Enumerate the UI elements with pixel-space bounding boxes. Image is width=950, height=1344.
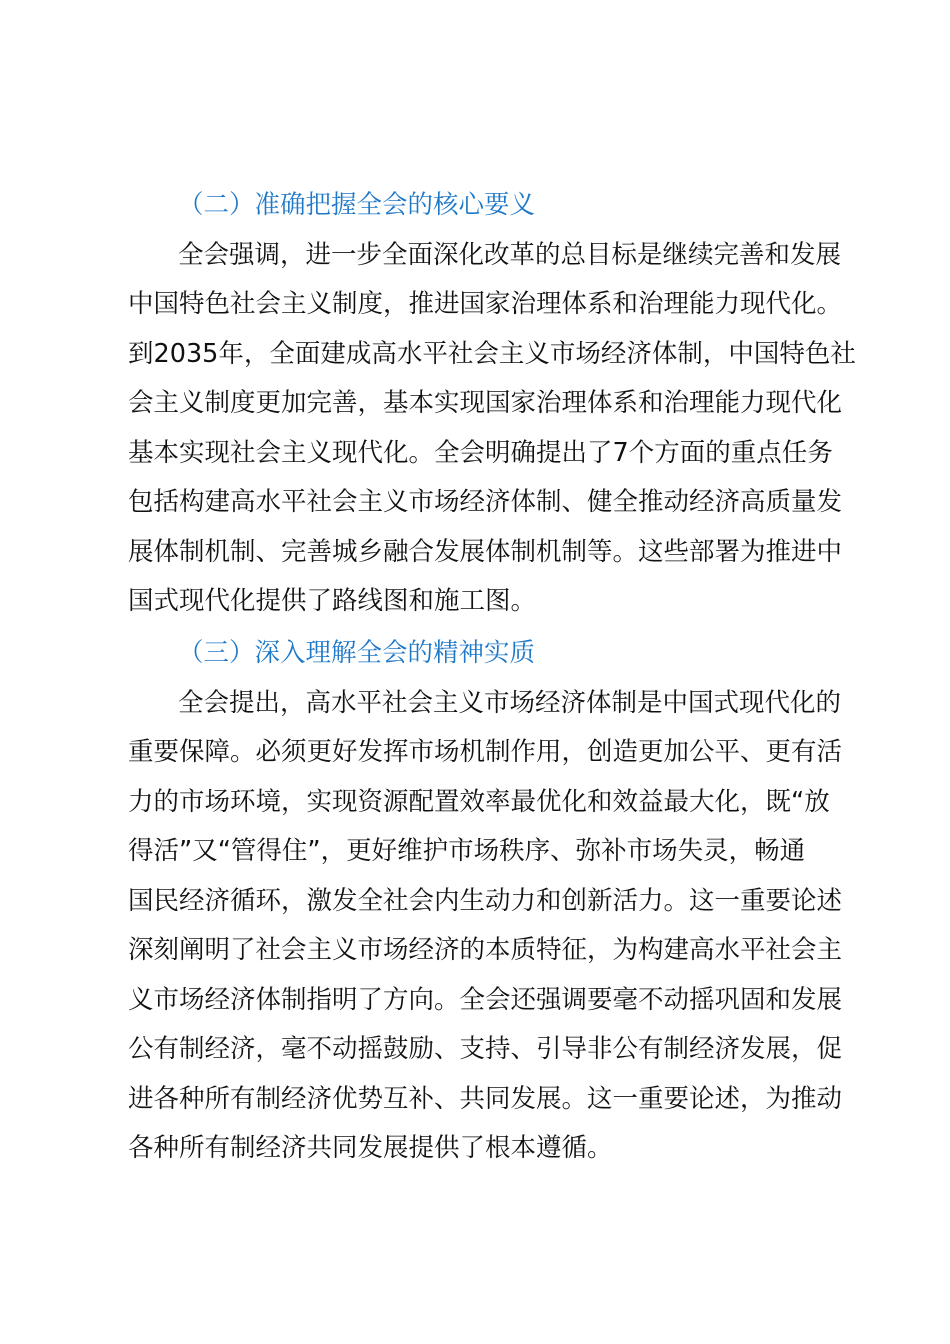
paragraph-line: 进各种所有制经济优势互补、共同发展。这一重要论述，为推动: [128, 1084, 843, 1114]
paragraph-line: 中国特色社会主义制度，推进国家治理体系和治理能力现代化。: [128, 289, 843, 319]
paragraph-line: 全会提出，高水平社会主义市场经济体制是中国式现代化的: [178, 688, 842, 718]
paragraph-line: 展体制机制、完善城乡融合发展体制机制等。这些部署为推进中: [128, 537, 843, 567]
paragraph-line: 包括构建高水平社会主义市场经济体制、健全推动经济高质量发: [128, 487, 843, 517]
paragraph-line: 各种所有制经济共同发展提供了根本遵循。: [128, 1133, 613, 1163]
paragraph-line: 国式现代化提供了路线图和施工图。: [128, 586, 537, 616]
paragraph-line: 重要保障。必须更好发挥市场机制作用，创造更加公平、更有活: [128, 737, 843, 767]
paragraph-line: 力的市场环境，实现资源配置效率最优化和效益最大化，既“放: [128, 787, 830, 817]
paragraph-line: 到2035年，全面建成高水平社会主义市场经济体制，中国特色社: [128, 339, 856, 369]
paragraph-line: 义市场经济体制指明了方向。全会还强调要毫不动摇巩固和发展: [128, 985, 843, 1015]
paragraph-line: 深刻阐明了社会主义市场经济的本质特征，为构建高水平社会主: [128, 935, 843, 965]
paragraph-line: 基本实现社会主义现代化。全会明确提出了7个方面的重点任务: [128, 438, 833, 468]
paragraph-line: 公有制经济，毫不动摇鼓励、支持、引导非公有制经济发展，促: [128, 1034, 843, 1064]
section-heading-spirit-essence: （三）深入理解全会的精神实质: [178, 638, 536, 668]
paragraph-line: 全会强调，进一步全面深化改革的总目标是继续完善和发展: [178, 240, 842, 270]
paragraph-line: 国民经济循环，激发全社会内生动力和创新活力。这一重要论述: [128, 886, 843, 916]
section-heading-core-essentials: （二）准确把握全会的核心要义: [178, 190, 536, 220]
paragraph-line: 会主义制度更加完善，基本实现国家治理体系和治理能力现代化: [128, 388, 843, 418]
paragraph-line: 得活”又“管得住”，更好维护市场秩序、弥补市场失灵，畅通: [128, 836, 806, 866]
